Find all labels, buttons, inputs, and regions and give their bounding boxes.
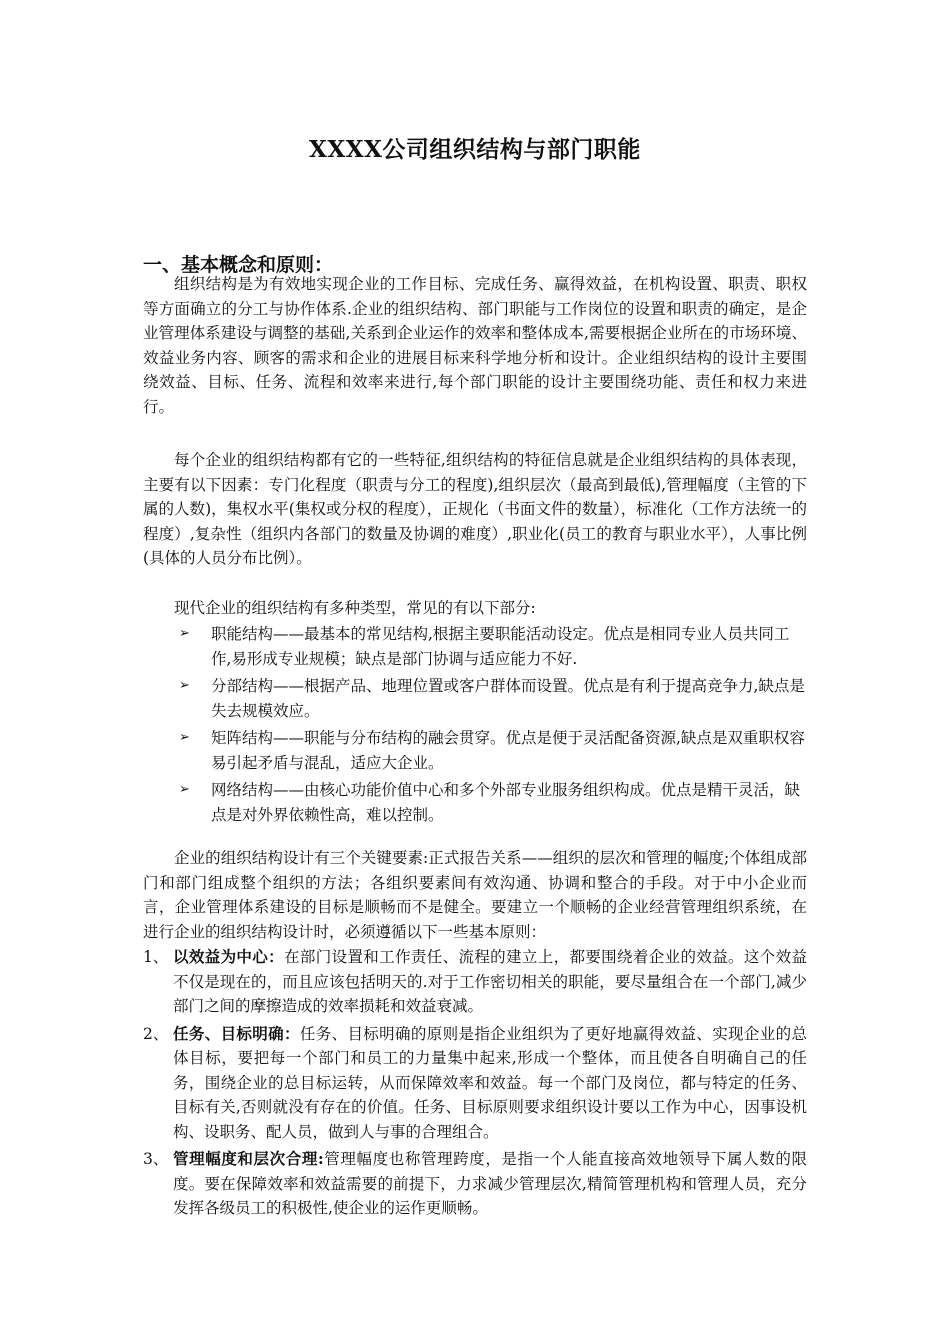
principles-list	[143, 945, 807, 1221]
arrow-bullet-icon: ➢	[179, 678, 190, 693]
principle-label: 管理幅度和层次合理:	[173, 1149, 324, 1168]
principle-text: 在部门设置和工作责任、流程的建立上，都要围绕着企业的效益。这个效益不仅是现在的，而且应该包括明天的.对于工作密切相关的职能，要尽量组合在一个部门,减少部门之间的摩擦造成的效率损耗和效益衰减。	[173, 948, 807, 1015]
principle-label: 以效益为中心：	[173, 947, 285, 966]
paragraph-4-block	[143, 846, 807, 944]
principle-number: 1、	[143, 948, 169, 966]
document-title: XXXX公司组织结构与部门职能	[309, 136, 641, 163]
principle-text: 任务、目标明确的原则是指企业组织为了更好地赢得效益、实现企业的总体目标，要把每一个部门和员工的力量集中起来,形成一个整体，而且使各自明确自己的任务，围绕企业的总目标运转，从而保障效率和效益。每一个部门及岗位，都与特定的任务、目标有关,否则就没有存在的价值。任务、目标原则要求组织设计要以工作为中心，因事设机构、设职务、配人员，做到人与事的合理组合。	[173, 1024, 807, 1141]
list-item-text: 网络结构——由核心功能价值中心和多个外部专业服务组织构成。优点是精干灵活，缺点是对外界依赖性高，难以控制。	[211, 781, 801, 824]
principle-number: 2、	[143, 1024, 169, 1043]
list-item-text: 矩阵结构——职能与分布结构的融会贯穿。优点是便于灵活配备资源,缺点是双重职权容易引起矛盾与混乱，适应大企业。	[211, 729, 805, 772]
list-item-text: 分部结构——根据产品、地理位置或客户群体而设置。优点是有利于提高竞争力,缺点是失去规模效应。	[211, 677, 805, 720]
paragraph-1-block	[143, 272, 807, 419]
principle-label: 任务、目标明确：	[173, 1023, 300, 1043]
arrow-bullet-icon: ➢	[179, 782, 190, 797]
paragraph-2: 每个企业的组织结构都有它的一些特征,组织结构的特征信息就是企业组织结构的具体表现，主要有以下因素：专门化程度（职责与分工的程度),组织层次（最高到最低),管理幅度（主管的下属的人数)，集权水平(集权或分权的程度），正规化（书面文件的数量），标准化（工作方法统一的程度）,复杂性（组织内各部门的数量及协调的难度）,职业化(员工的教育与职业水平），人事比例(具体的人员分布比例）。	[143, 451, 807, 567]
list-item	[143, 726, 807, 775]
list-item-text: 职能结构——最基本的常见结构,根据主要职能活动设定。优点是相同专业人员共同工作,易形成专业规模；缺点是部门协调与适应能力不好.	[211, 625, 790, 668]
paragraph-3-block	[143, 596, 807, 621]
paragraph-3: 现代企业的组织结构有多种类型，常见的有以下部分:	[174, 599, 536, 617]
list-item	[143, 674, 807, 723]
paragraph-1: 组织结构是为有效地实现企业的工作目标、完成任务、赢得效益，在机构设置、职责、职权等方面确立的分工与协作体系.企业的组织结构、部门职能与工作岗位的设置和职责的确定，是企业管理体系建设与调整的基础,关系到企业运作的效率和整体成本,需要根据企业所在的市场环境、效益业务内容、顾客的需求和企业的进展目标来科学地分析和设计。企业组织结构的设计主要围绕效益、目标、任务、流程和效率来进行,每个部门职能的设计主要围绕功能、责任和权力来进行。	[143, 275, 807, 416]
list-item	[143, 622, 807, 671]
principle-item	[143, 1022, 807, 1145]
paragraph-2-block	[143, 448, 807, 571]
arrow-bullet-icon: ➢	[179, 730, 190, 745]
principle-number: 3、	[143, 1150, 169, 1168]
principle-text: 管理幅度也称管理跨度，是指一个人能直接高效地领导下属人数的限度。要在保障效率和效益需要的前提下，力求减少管理层次,精简管理机构和管理人员，充分发挥各级员工的积极性,使企业的运作更顺畅。	[173, 1150, 807, 1217]
paragraph-4: 企业的组织结构设计有三个关键要素:正式报告关系——组织的层次和管理的幅度;个体组成部门和部门组成整个组织的方法；各组织要素间有效沟通、协调和整合的手段。对于中小企业而言，企业管理体系建设的目标是顺畅而不是健全。要建立一个顺畅的企业经营管理组织系统，在进行企业的组织结构设计时，必须遵循以下一些基本原则：	[143, 849, 807, 941]
principles-block	[143, 945, 807, 1224]
principle-item	[143, 1147, 807, 1221]
section-heading: 一、基本概念和原则：	[143, 254, 334, 276]
bullet-list-block	[143, 622, 807, 830]
list-item	[143, 778, 807, 827]
principle-item	[143, 945, 807, 1019]
arrow-bullet-icon: ➢	[179, 626, 190, 641]
structure-types-list	[143, 622, 807, 827]
